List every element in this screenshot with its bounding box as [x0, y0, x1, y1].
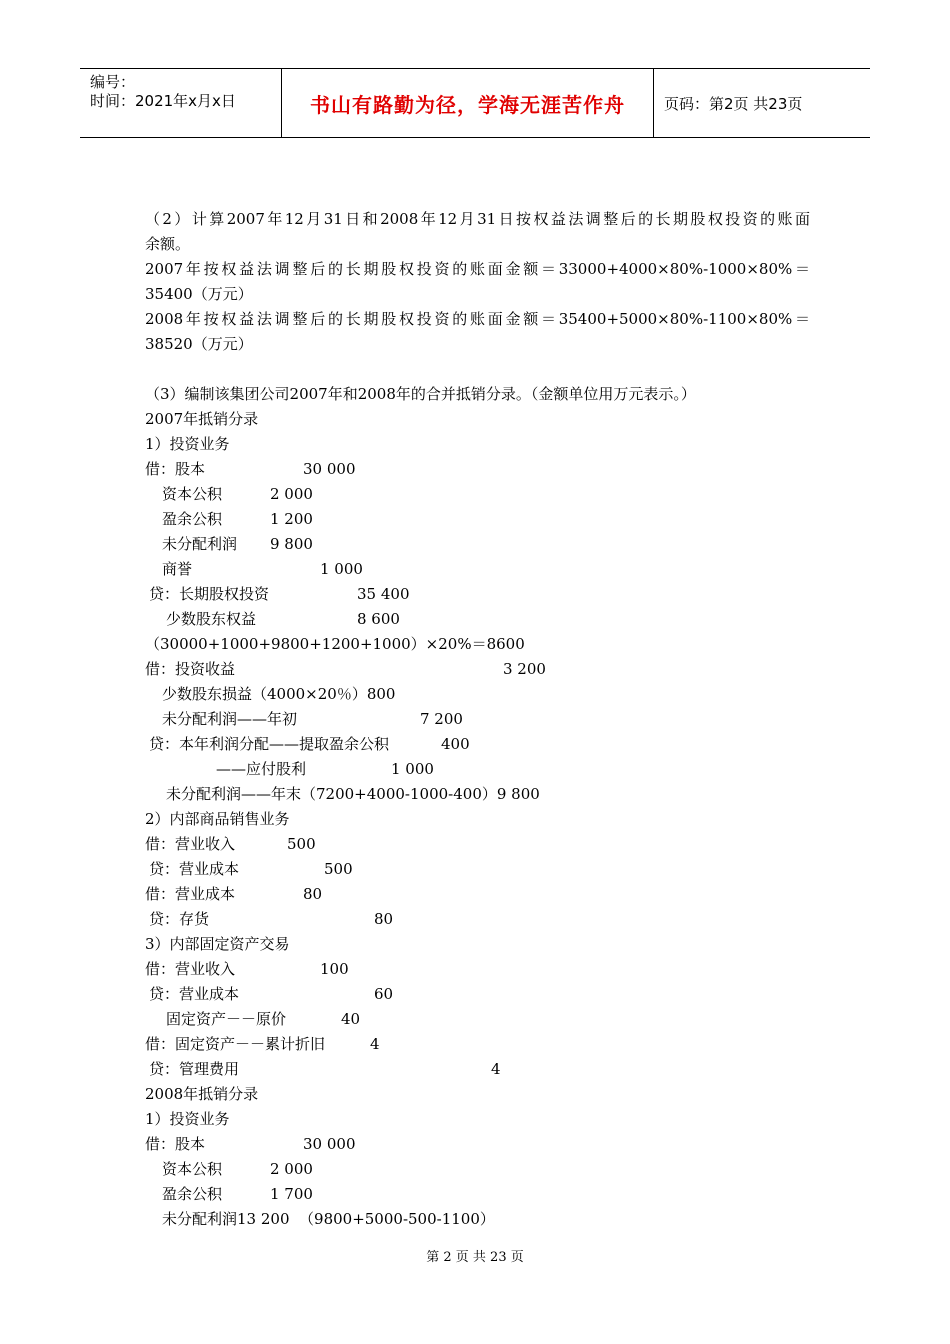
header-meta-cell: [80, 69, 282, 137]
motto-text: 书山有路勤为径，学海无涯苦作舟: [310, 92, 625, 117]
text-line: 盈余公积: [162, 1185, 223, 1203]
text-line: 1）投资业务: [145, 1110, 230, 1128]
text-line: 4: [491, 1060, 501, 1078]
text-line: 借：固定资产－－累计折旧: [145, 1035, 326, 1053]
text-line: 少数股东损益（4000×20％）800: [162, 685, 396, 703]
text-line: 贷：营业成本: [149, 985, 240, 1003]
text-line: 2008年抵销分录: [145, 1085, 259, 1103]
text-line: （30000+1000+9800+1200+1000）×20%＝8600: [145, 635, 525, 653]
header-page-cell: [654, 69, 870, 137]
text-line: 未分配利润——年末（7200+4000-1000-400）9 800: [166, 785, 540, 803]
text-line: 借：营业收入: [145, 835, 236, 853]
text-line: 贷：存货: [149, 910, 210, 928]
text-line: 30 000: [303, 460, 356, 478]
text-line: 35 400: [357, 585, 410, 603]
page-label: 页码：第2页 共23页: [664, 94, 803, 113]
text-line: 30 000: [303, 1135, 356, 1153]
text-line: 40: [341, 1010, 361, 1028]
text-line: 借：股本: [145, 460, 206, 478]
text-line: 未分配利润——年初: [162, 710, 298, 728]
text-line: 8 600: [357, 610, 400, 628]
text-line: 7 200: [420, 710, 463, 728]
text-line: 商誉: [162, 560, 193, 578]
text-line: 贷：管理费用: [149, 1060, 240, 1078]
text-line: 借：营业收入: [145, 960, 236, 978]
text-line: 1 000: [391, 760, 434, 778]
text-line: 4: [370, 1035, 380, 1053]
text-line: 100: [320, 960, 349, 978]
text-line: 400: [441, 735, 470, 753]
text-line: 1 200: [270, 510, 313, 528]
text-line: 2 000: [270, 485, 313, 503]
text-line: 2008年按权益法调整后的长期股权投资的账面金额＝35400+5000×80%-1100×80%＝: [145, 310, 810, 328]
text-line: 余额。: [145, 235, 191, 253]
text-line: 借：营业成本: [145, 885, 236, 903]
text-line: 资本公积: [162, 485, 223, 503]
text-line: 1 700: [270, 1185, 313, 1203]
text-line: 未分配利润: [162, 535, 238, 553]
text-line: 9 800: [270, 535, 313, 553]
text-line: （2）计算2007年12月31日和2008年12月31日按权益法调整后的长期股权投资的账面: [145, 210, 810, 228]
text-line: 2007年抵销分录: [145, 410, 259, 428]
text-line: 3 200: [503, 660, 546, 678]
text-line: 借：投资收益: [145, 660, 236, 678]
text-line: 1 000: [320, 560, 363, 578]
header-motto-cell: [282, 69, 654, 137]
text-line: 未分配利润13 200 （9800+5000-500-1100）: [162, 1210, 495, 1228]
text-line: 35400（万元）: [145, 285, 253, 303]
text-line: 60: [374, 985, 394, 1003]
text-line: 80: [374, 910, 394, 928]
text-line: 少数股东权益: [166, 610, 257, 628]
text-line: 贷：长期股权投资: [149, 585, 270, 603]
text-line: 2）内部商品销售业务: [145, 810, 290, 828]
text-line: 借：股本: [145, 1135, 206, 1153]
text-line: 2007年按权益法调整后的长期股权投资的账面金额＝33000+4000×80%-1000×80%＝: [145, 260, 810, 278]
text-line: ——应付股利: [216, 760, 307, 778]
text-line: 80: [303, 885, 323, 903]
text-line: 500: [287, 835, 316, 853]
text-line: 固定资产－－原价: [166, 1010, 287, 1028]
text-line: （3）编制该集团公司2007年和2008年的合并抵销分录。（金额单位用万元表示。）: [145, 385, 696, 403]
text-line: 贷：本年利润分配——提取盈余公积: [149, 735, 390, 753]
text-line: 贷：营业成本: [149, 860, 240, 878]
text-line: 3）内部固定资产交易: [145, 935, 290, 953]
page-header: [80, 68, 870, 138]
text-line: 2 000: [270, 1160, 313, 1178]
page-footer: 第 2 页 共 23 页: [426, 1250, 524, 1265]
time-label: 时间：2021年x月x日: [90, 92, 236, 110]
code-label: 编号：: [90, 73, 136, 91]
text-line: 盈余公积: [162, 510, 223, 528]
text-line: 500: [324, 860, 353, 878]
text-line: 资本公积: [162, 1160, 223, 1178]
text-line: 38520（万元）: [145, 335, 253, 353]
text-line: 1）投资业务: [145, 435, 230, 453]
